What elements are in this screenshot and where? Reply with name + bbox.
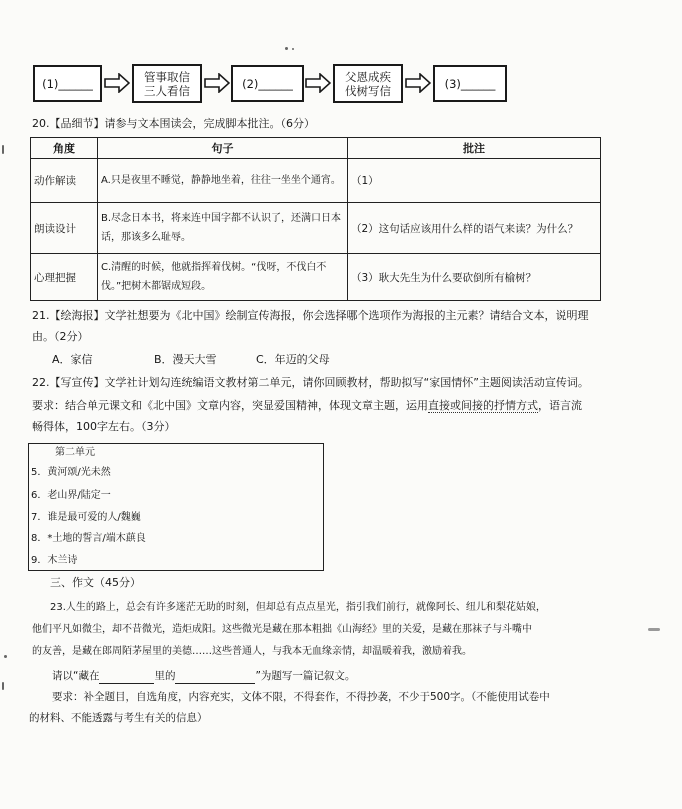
angle-cell: 朗读设计 — [31, 203, 98, 254]
title-mid: 里的 — [154, 670, 176, 682]
flow-box-3-text: (2)______ — [242, 76, 293, 91]
q21-option-b: B．漫天大雪 — [154, 353, 217, 366]
scan-speck — [648, 628, 660, 631]
sentence-cell: C.清醒的时候，他就指挥着伐树。“伐呀，不伐白不伐。”把树木都锯成短段。 — [98, 254, 348, 301]
scan-speck — [2, 145, 4, 154]
header-note: 批注 — [348, 138, 601, 159]
unit-title: 第二单元 — [55, 447, 95, 458]
flow-box-5-text: (3)______ — [444, 76, 496, 91]
scan-speck — [4, 655, 7, 658]
arrow-right-icon — [305, 73, 331, 93]
flow-box-5 — [433, 65, 507, 102]
note-cell: （3）耿大先生为什么要砍倒所有榆树？ — [348, 254, 601, 301]
q21-line2: 由。（2分） — [32, 330, 89, 343]
q22-line1: 22.【写宣传】文学社计划勾连统编语文教材第二单元，请你回顾教材，帮助拟写“家国情怀”主题阅读活动宣传词。 — [32, 376, 589, 389]
title-post: ”为题写一篇记叙文。 — [255, 670, 356, 682]
list-item: 7．谁是最可爱的人/魏巍 — [31, 512, 141, 523]
title-pre: 请以“藏在 — [52, 670, 100, 682]
flow-box-3 — [231, 65, 304, 102]
sentence-cell: B.尽念日本书，将来连中国字都不认识了，还满口日本话，那该多么耻辱。 — [98, 203, 348, 254]
angle-cell: 心理把握 — [31, 254, 98, 301]
list-item: 6．老山界/陆定一 — [31, 490, 111, 501]
table-row — [31, 254, 601, 301]
essay-prompt-line1: 23.人生的路上，总会有许多迷茫无助的时刻，但却总有点点星光，指引我们前行，就像阿长、纽儿和梨花姑娘， — [50, 602, 546, 613]
header-angle: 角度 — [31, 138, 98, 159]
annotation-table — [30, 137, 601, 301]
list-item: 9．木兰诗 — [31, 555, 78, 566]
section-heading: 三、作文（45分） — [50, 576, 141, 589]
table-row — [31, 159, 601, 203]
blank-line — [99, 671, 154, 684]
essay-prompt-line2: 他们平凡如微尘，却不昔微光，造炬成阳。这些微光是藏在那本粗拙《山海经》里的关爱，是藏在那袜子与斗嘴中 — [32, 624, 532, 635]
flow-box-2-text: 管事取信 三人看信 — [144, 69, 190, 98]
angle-cell: 动作解读 — [31, 159, 98, 203]
note-cell: （1） — [348, 159, 601, 203]
note-cell: （2）这句话应该用什么样的语气来读？为什么？ — [348, 203, 601, 254]
unit-box — [28, 443, 324, 571]
q22-line3: 畅得体，100字左右。（3分） — [32, 420, 176, 433]
q21-option-a: A．家信 — [52, 353, 93, 366]
q22-line2-post: ，语言流 — [538, 399, 582, 412]
flow-box-4 — [333, 64, 403, 103]
q21-option-c: C．年迈的父母 — [256, 353, 330, 366]
q22-line2 — [32, 398, 582, 414]
arrow-right-icon — [405, 73, 431, 93]
q20-title: 20.【品细节】请参与文本围读会，完成脚本批注。（6分） — [32, 117, 315, 130]
scan-speck — [2, 682, 4, 690]
header-sentence: 句子 — [98, 138, 348, 159]
flow-box-1-text: (1)______ — [42, 76, 93, 91]
essay-prompt-line3: 的友善，是藏在郎周陌茅屋里的美德……这些普通人，与我本无血缘亲情，却温暖着我，激励着我。 — [32, 646, 472, 657]
flow-box-4-text: 父恩成疾 伐树写信 — [345, 69, 391, 98]
list-item: 5．黄河颂/光未然 — [31, 467, 111, 478]
arrow-right-icon — [104, 73, 130, 93]
q22-line2-dotted: 直接或间接的抒情方式 — [428, 399, 538, 412]
blank-line — [175, 671, 255, 684]
flow-box-2 — [132, 64, 202, 103]
sentence-cell: A.只是夜里不睡觉，静静地坐着，往往一坐坐个通宵。 — [98, 159, 348, 203]
essay-requirement-line2: 的材料、不能透露与考生有关的信息） — [29, 712, 208, 724]
arrow-right-icon — [204, 73, 230, 93]
essay-title-instruction — [52, 668, 355, 684]
table-row — [31, 203, 601, 254]
scan-speck — [292, 48, 294, 50]
scan-speck — [285, 47, 288, 50]
q21-line1: 21.【绘海报】文学社想要为《北中国》绘制宣传海报，你会选择哪个选项作为海报的主元素？请结合文本，说明理 — [32, 309, 589, 322]
flow-box-1 — [33, 65, 102, 102]
essay-requirement-line1: 要求：补全题目，自选角度，内容充实，文体不限，不得套作，不得抄袭，不少于500字。（不能使用试卷中 — [52, 691, 550, 703]
q22-line2-pre: 要求：结合单元课文和《北中国》文章内容，突显爱国精神，体现文章主题，运用 — [32, 399, 428, 412]
list-item: 8．*土地的誓言/端木蕻良 — [31, 533, 146, 544]
